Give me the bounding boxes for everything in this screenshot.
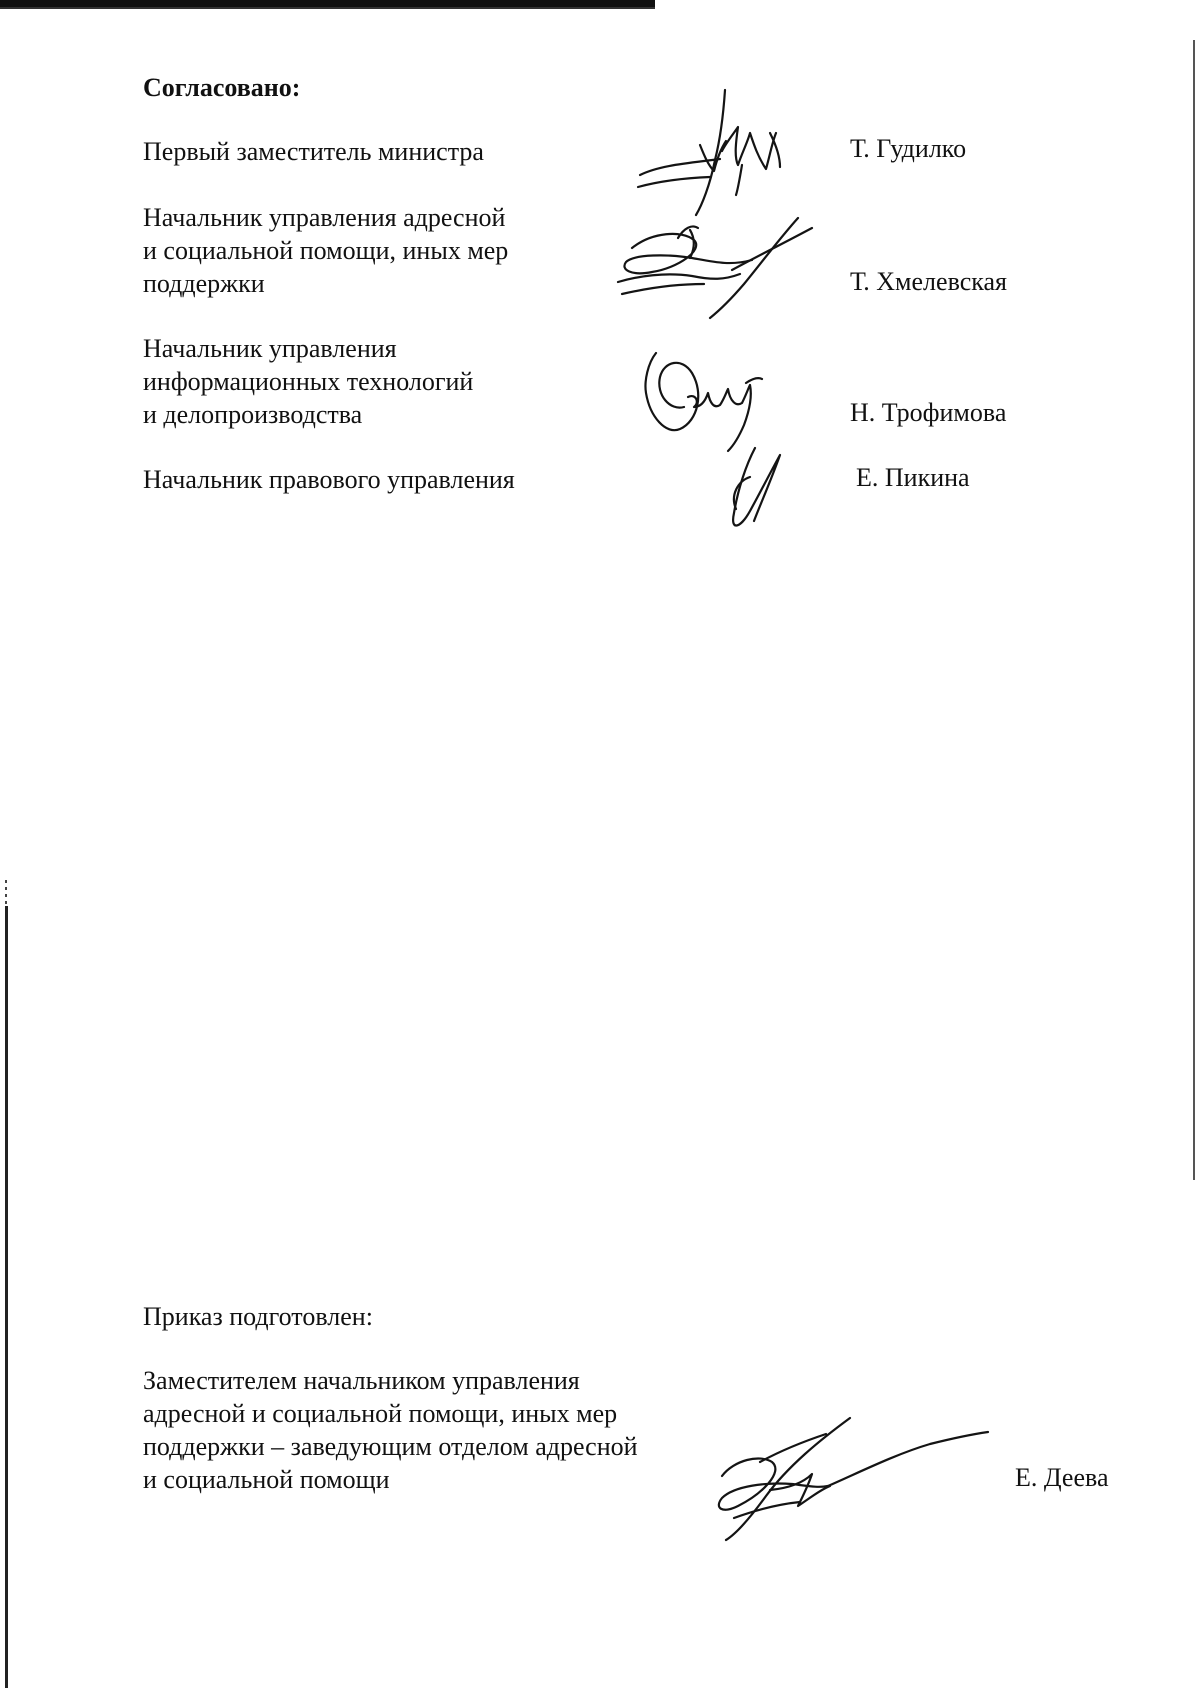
position-line: информационных технологий xyxy=(143,367,474,396)
scan-edge-top-line xyxy=(0,7,655,9)
position-line: и социальной помощи, иных мер xyxy=(143,236,509,265)
scan-edge-left-dots xyxy=(5,880,7,906)
position-line: Первый заместитель министра xyxy=(143,137,484,166)
prepared-heading: Приказ подготовлен: xyxy=(143,1302,373,1331)
signature-image xyxy=(612,210,822,325)
position-line: Начальник правового управления xyxy=(143,465,515,494)
signatory-name: Т. Гудилко xyxy=(850,134,967,163)
signatory-name: Е. Пикина xyxy=(856,463,970,492)
signatory-name: Е. Деева xyxy=(1015,1463,1109,1492)
position-line: адресной и социальной помощи, иных мер xyxy=(143,1399,618,1428)
position-line: и социальной помощи xyxy=(143,1465,390,1494)
signature-image xyxy=(630,85,800,220)
scan-edge-left xyxy=(5,906,8,1688)
position-line: Начальник управления xyxy=(143,334,397,363)
position-line: поддержки – заведующим отделом адресной xyxy=(143,1432,638,1461)
scan-edge-right xyxy=(1193,40,1195,1180)
position-line: Заместителем начальником управления xyxy=(143,1366,580,1395)
position-line: Начальник управления адресной xyxy=(143,203,506,232)
position-line: поддержки xyxy=(143,269,265,298)
signature-image xyxy=(700,1410,990,1545)
approval-heading: Согласовано: xyxy=(143,73,301,102)
signatory-name: Н. Трофимова xyxy=(850,398,1007,427)
signatory-name: Т. Хмелевская xyxy=(850,267,1007,296)
position-line: и делопроизводства xyxy=(143,400,363,429)
signature-image xyxy=(640,333,810,533)
